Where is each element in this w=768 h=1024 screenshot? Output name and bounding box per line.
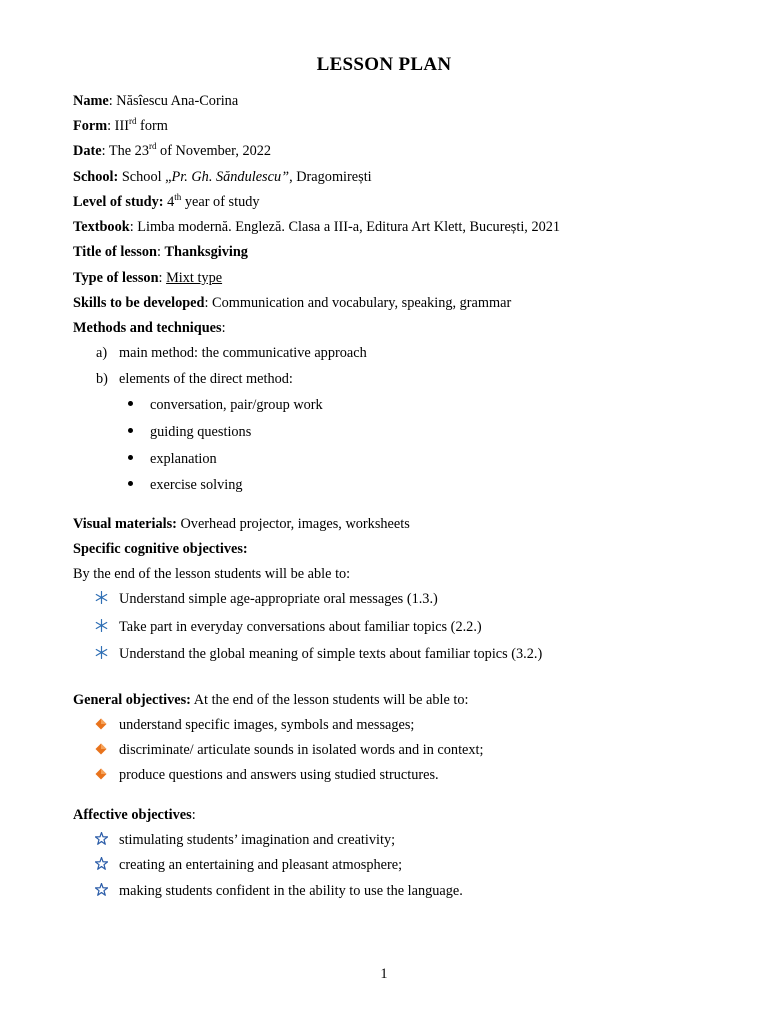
list-item <box>96 371 293 388</box>
bullet-icon <box>128 481 133 486</box>
lesson-type-line <box>73 270 222 287</box>
lesson-title-line <box>73 244 248 261</box>
list-item <box>95 832 395 850</box>
date-value: : The 23 <box>101 143 149 159</box>
lesson-title-sep: : <box>156 244 165 260</box>
bullet-icon <box>128 428 133 433</box>
snowflake-icon <box>95 646 119 664</box>
methods-label: Methods and techniques <box>73 320 222 336</box>
diamond-icon <box>95 743 119 760</box>
bullet-icon <box>128 455 133 460</box>
visual-line <box>73 516 410 533</box>
list-item <box>95 883 463 901</box>
form-sup: rd <box>128 116 137 126</box>
date-label: Date <box>73 143 102 159</box>
list-item-text: elements of the direct method: <box>119 371 293 387</box>
page-number: 1 <box>380 966 388 982</box>
lesson-title-value: Thanksgiving <box>164 244 248 260</box>
form-line <box>73 118 168 135</box>
affective-label: Affective objectives <box>73 807 192 823</box>
school-name: Pr. Gh. Săndulescu” <box>171 169 290 185</box>
diamond-icon <box>95 768 119 785</box>
list-item-text: understand specific images, symbols and messages; <box>119 717 415 733</box>
list-item-text: main method: the communicative approach <box>119 345 367 361</box>
school-label: School: <box>73 169 119 185</box>
list-marker: a) <box>96 345 108 361</box>
specific-heading <box>73 541 248 558</box>
list-item-text: explanation <box>150 451 217 467</box>
list-item <box>128 397 323 414</box>
star-icon <box>95 832 119 850</box>
name-line <box>73 93 238 110</box>
form-value-end: form <box>136 118 168 134</box>
star-icon <box>95 883 119 901</box>
specific-intro: By the end of the lesson students will be able to: <box>73 566 351 582</box>
star-icon <box>95 857 119 875</box>
date-value-end: of November, 2022 <box>156 143 272 159</box>
specific-label: Specific cognitive objectives: <box>73 541 248 557</box>
lesson-type-label: Type of lesson <box>73 270 159 286</box>
list-item <box>95 619 482 637</box>
form-value: : III <box>107 118 129 134</box>
list-item <box>95 717 414 735</box>
general-intro: At the end of the lesson students will be able to: <box>190 692 469 708</box>
date-sup: rd <box>148 141 157 151</box>
list-item-text: Understand the global meaning of simple texts about familiar topics (3.2.) <box>119 646 543 662</box>
bullet-icon <box>128 401 133 406</box>
snowflake-icon <box>95 591 119 609</box>
level-sup: th <box>174 192 182 202</box>
list-item <box>95 857 402 875</box>
school-location: , Dragomirești <box>289 169 372 185</box>
skills-label: Skills to be developed <box>73 295 205 311</box>
list-item-text: conversation, pair/group work <box>150 397 323 413</box>
level-line <box>73 194 260 211</box>
list-item-text: Take part in everyday conversations about familiar topics (2.2.) <box>119 619 482 635</box>
list-item-text: creating an entertaining and pleasant atmosphere; <box>119 857 403 873</box>
lesson-type-sep: : <box>158 270 167 286</box>
skills-line <box>73 295 511 312</box>
list-item <box>128 451 217 468</box>
date-line <box>73 143 271 160</box>
list-item <box>128 424 251 441</box>
general-label: General objectives: <box>73 692 191 708</box>
methods-colon: : <box>221 320 226 336</box>
textbook-label: Textbook <box>73 219 130 235</box>
list-item <box>128 477 243 494</box>
affective-colon: : <box>191 807 196 823</box>
lesson-title-label: Title of lesson <box>73 244 157 260</box>
list-marker: b) <box>96 371 108 387</box>
skills-value: : Communication and vocabulary, speaking, grammar <box>204 295 512 311</box>
school-line <box>73 169 372 186</box>
textbook-line <box>73 219 560 236</box>
list-item-text: stimulating students’ imagination and creativity; <box>119 832 396 848</box>
diamond-icon <box>95 718 119 735</box>
list-item-text: Understand simple age-appropriate oral messages (1.3.) <box>119 591 438 607</box>
level-value: 4 <box>163 194 175 210</box>
name-label: Name <box>73 93 109 109</box>
visual-value: Overhead projector, images, worksheets <box>176 516 410 532</box>
list-item <box>95 767 439 785</box>
textbook-value: : Limba modernă. Engleză. Clasa a III-a, Editura Art Klett, București, 2021 <box>129 219 561 235</box>
list-item-text: exercise solving <box>150 477 243 493</box>
affective-heading <box>73 807 196 824</box>
snowflake-icon <box>95 619 119 637</box>
list-item-text: making students confident in the ability to use the language. <box>119 883 463 899</box>
level-label: Level of study: <box>73 194 164 210</box>
list-item <box>95 742 484 760</box>
school-value: School „ <box>118 169 172 185</box>
visual-label: Visual materials: <box>73 516 177 532</box>
name-value: : Năsîescu Ana-Corina <box>108 93 239 109</box>
page-title: LESSON PLAN <box>316 54 452 75</box>
lesson-type-value: Mixt type <box>166 270 223 286</box>
level-value-end: year of study <box>181 194 260 210</box>
list-item <box>95 591 438 609</box>
general-line <box>73 692 468 709</box>
list-item-text: guiding questions <box>150 424 252 440</box>
list-item <box>96 345 367 362</box>
list-item <box>95 646 542 664</box>
list-item-text: produce questions and answers using studied structures. <box>119 767 439 783</box>
form-label: Form <box>73 118 108 134</box>
methods-heading <box>73 320 226 337</box>
list-item-text: discriminate/ articulate sounds in isolated words and in context; <box>119 742 484 758</box>
